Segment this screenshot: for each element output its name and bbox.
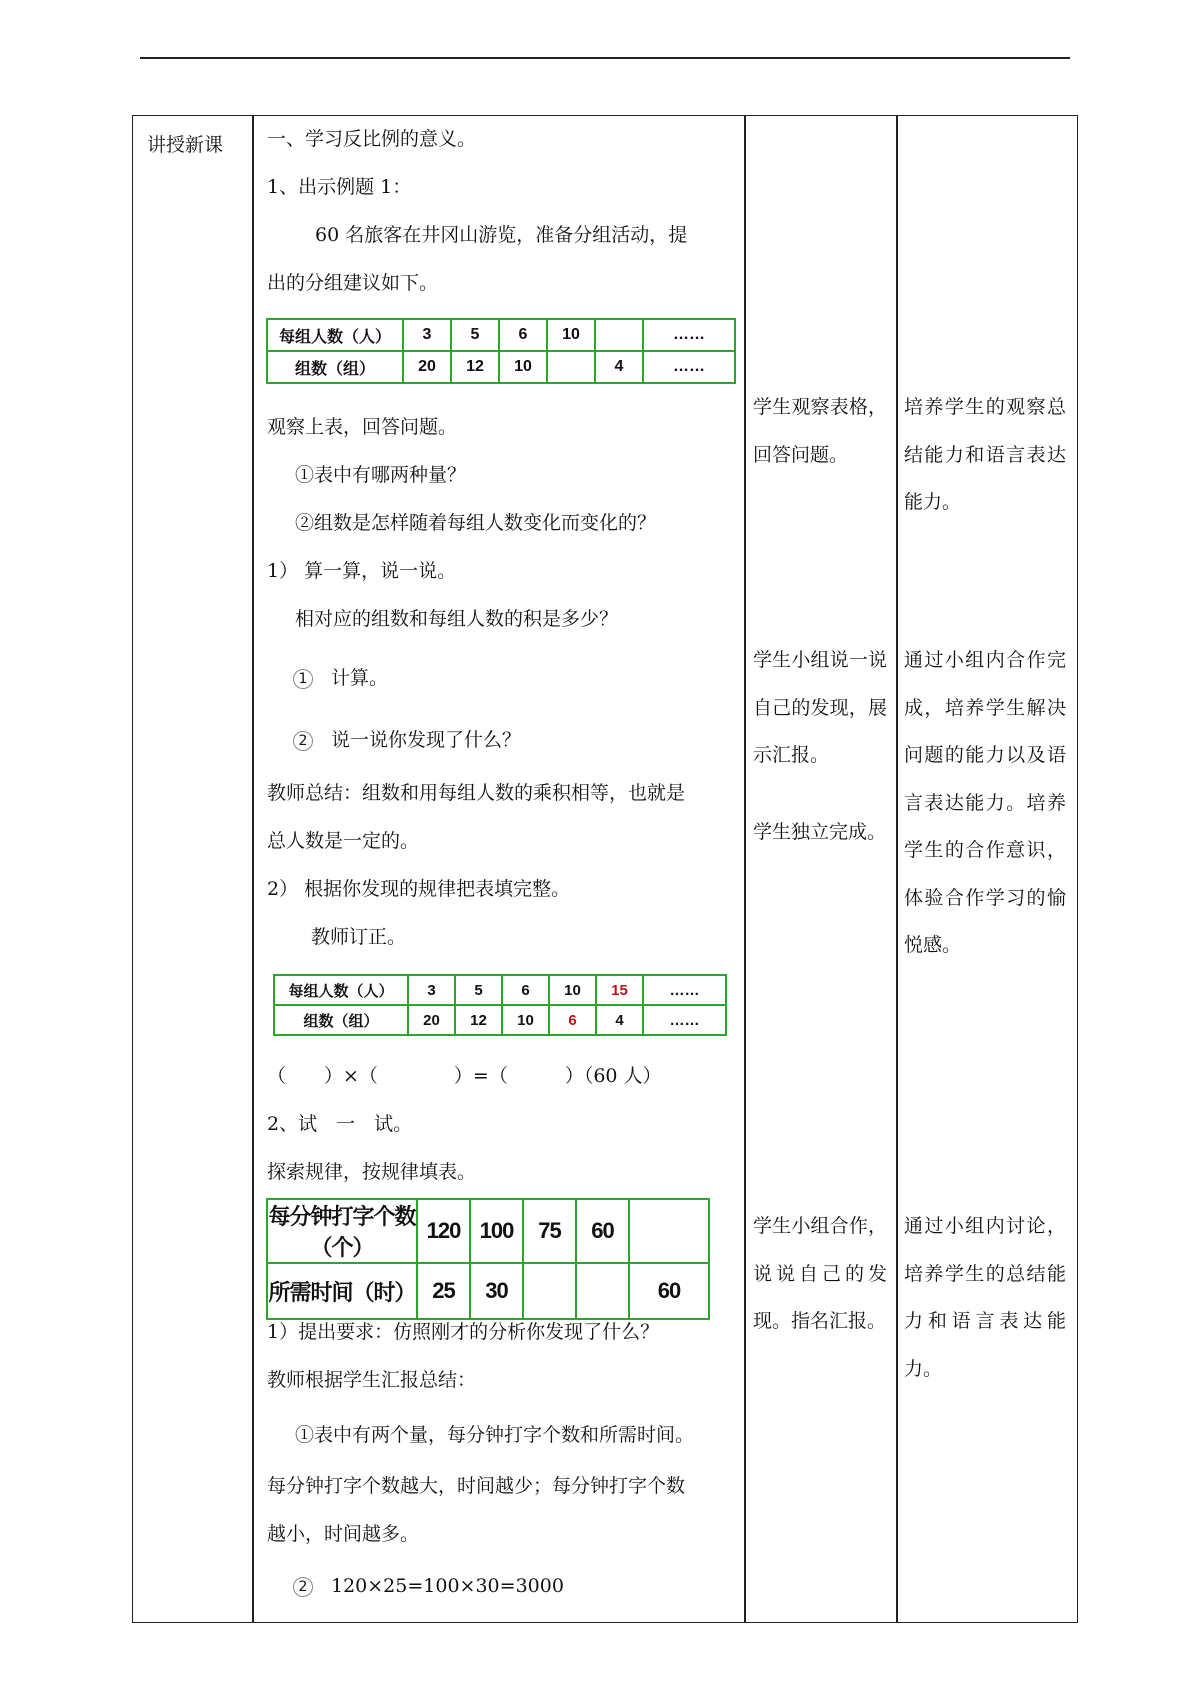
section-heading: 一、学习反比例的意义。: [267, 128, 477, 150]
student-activity: 学生观察表格，回答问题。: [753, 396, 887, 466]
text-line: 1） 算一算，说一说。: [267, 560, 457, 582]
text-line: 教师总结：组数和用每组人数的乘积相等，也就是: [267, 782, 686, 804]
completed-grouping-table: [273, 974, 727, 1036]
table-cell: 25: [417, 1263, 470, 1319]
table-cell: 120: [417, 1199, 470, 1263]
table-cell: 10: [547, 319, 595, 351]
table-row: [274, 1005, 726, 1035]
step-item: [293, 731, 521, 751]
table-cell: [523, 1263, 576, 1319]
table-cell: 12: [455, 1005, 502, 1035]
table-cell: 60: [576, 1199, 629, 1263]
table-cell: [595, 319, 643, 351]
text-line: 越小，时间越多。: [267, 1523, 420, 1545]
number-badge: 2: [293, 731, 313, 751]
student-activity: 学生小组说一说自己的发现，展示汇报。: [753, 649, 887, 766]
student-activity: 学生小组合作，说说自己的发现。指名汇报。: [753, 1215, 887, 1332]
table-cell: 15: [596, 975, 643, 1005]
table-row: [274, 975, 726, 1005]
table-cell: 6: [549, 1005, 596, 1035]
text-line: 60 名旅客在井冈山游览，准备分组活动，提: [315, 224, 688, 246]
step-item: [293, 1577, 564, 1597]
table-cell: 5: [455, 975, 502, 1005]
equation-blank: （ ）×（ ）=（ ）（60 人）: [267, 1065, 662, 1087]
equation-text: 120×25=100×30=3000: [331, 1575, 564, 1597]
table-cell: 组数（组）: [274, 1005, 408, 1035]
text-line: 1）提出要求：仿照刚才的分析你发现了什么？: [267, 1321, 660, 1343]
table-cell: 100: [470, 1199, 523, 1263]
table-cell: 20: [408, 1005, 455, 1035]
table-cell: 4: [595, 351, 643, 383]
summary-point-1: ①表中有两个量，每分钟打字个数和所需时间。: [295, 1424, 695, 1446]
text-line: 总人数是一定的。: [267, 830, 420, 852]
text-line: 教师订正。: [311, 926, 407, 948]
student-activity: 学生独立完成。: [753, 821, 887, 843]
table-cell: 每组人数（人）: [267, 319, 403, 351]
table-cell: 所需时间（时）: [267, 1263, 417, 1319]
table-row: [267, 1199, 709, 1263]
step-text: 说一说你发现了什么？: [331, 729, 522, 751]
question-2: ②组数是怎样随着每组人数变化而变化的？: [295, 512, 657, 534]
column-divider: [896, 116, 898, 1622]
lesson-plan-table: [132, 115, 1078, 1623]
table-cell: 每分钟打字个数（个）: [267, 1199, 417, 1263]
text-line: 2） 根据你发现的规律把表填完整。: [267, 878, 571, 900]
design-intent: 通过小组内合作完成，培养学生解决问题的能力以及语言表达能力。培养学生的合作意识，体验合作学习的愉悦感。: [904, 649, 1066, 956]
table-cell: 组数（组）: [267, 351, 403, 383]
table-cell: 3: [403, 319, 451, 351]
table-cell: 6: [499, 319, 547, 351]
grouping-table: [266, 318, 736, 384]
question-1: ①表中有哪两种量？: [295, 464, 467, 486]
text-line: 教师根据学生汇报总结：: [267, 1369, 477, 1391]
table-cell: 5: [451, 319, 499, 351]
table-row: [267, 351, 735, 383]
table-cell: 30: [470, 1263, 523, 1319]
number-badge: 1: [293, 669, 313, 689]
table-cell: 60: [629, 1263, 709, 1319]
table-cell: 10: [499, 351, 547, 383]
text-line: 相对应的组数和每组人数的积是多少？: [295, 608, 619, 630]
example-heading: 1、出示例题 1：: [267, 176, 412, 198]
section-label: 讲授新课: [147, 134, 224, 156]
table-row: [267, 1263, 709, 1319]
table-cell: 6: [502, 975, 549, 1005]
text-line: 出的分组建议如下。: [267, 272, 439, 294]
text-line: 探索规律，按规律填表。: [267, 1161, 477, 1183]
table-cell: 75: [523, 1199, 576, 1263]
table-cell: 12: [451, 351, 499, 383]
table-cell: [547, 351, 595, 383]
number-badge: 2: [293, 1577, 313, 1597]
table-cell: ……: [643, 1005, 726, 1035]
step-text: 计算。: [331, 667, 389, 689]
table-cell: [576, 1263, 629, 1319]
table-cell: ……: [643, 975, 726, 1005]
table-cell: 10: [549, 975, 596, 1005]
table-cell: 20: [403, 351, 451, 383]
header-rule: [140, 57, 1070, 59]
table-cell: ……: [643, 351, 735, 383]
table-cell: ……: [643, 319, 735, 351]
design-intent: 通过小组内讨论，培养学生的总结能力和语言表达能力。: [904, 1215, 1066, 1380]
step-item: [293, 669, 388, 689]
text-line: 观察上表，回答问题。: [267, 416, 458, 438]
table-cell: 4: [596, 1005, 643, 1035]
design-intent: 培养学生的观察总结能力和语言表达能力。: [904, 396, 1066, 513]
typing-table: [266, 1198, 710, 1320]
text-line: 每分钟打字个数越大，时间越少；每分钟打字个数: [267, 1475, 686, 1497]
table-row: [267, 319, 735, 351]
subsection-heading: 2、试 一 试。: [267, 1113, 413, 1135]
column-divider: [252, 116, 254, 1622]
table-cell: 3: [408, 975, 455, 1005]
table-cell: 10: [502, 1005, 549, 1035]
teaching-content: [255, 116, 745, 1622]
table-cell: 每组人数（人）: [274, 975, 408, 1005]
table-cell: [629, 1199, 709, 1263]
